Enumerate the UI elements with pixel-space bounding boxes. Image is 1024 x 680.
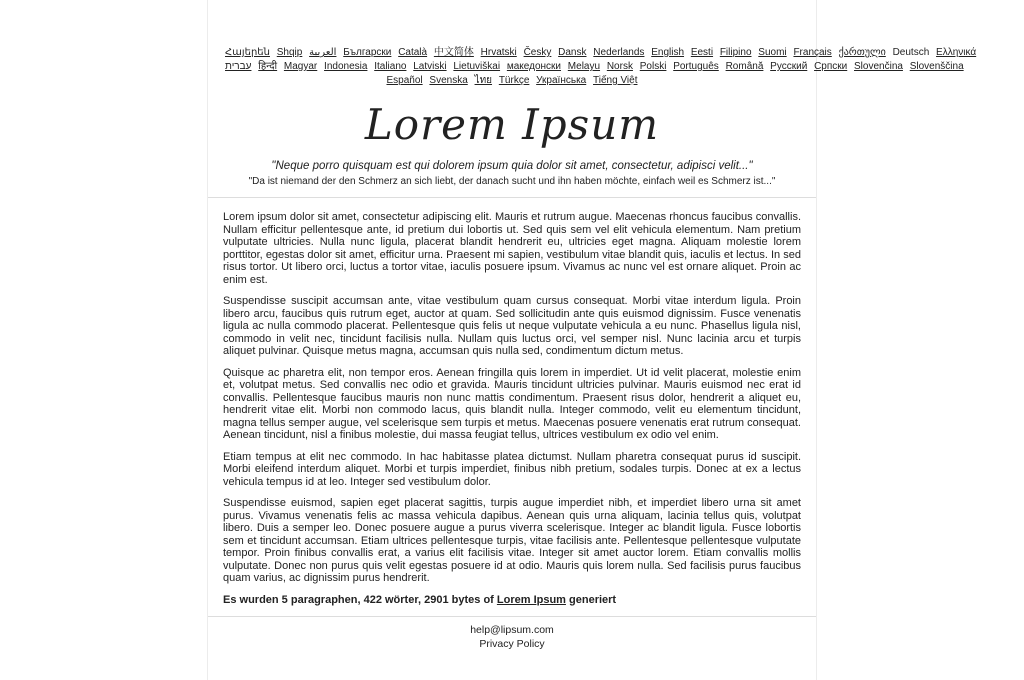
language-link[interactable]: Українська	[536, 75, 587, 86]
language-link[interactable]: македонски	[506, 61, 562, 72]
language-link[interactable]: हिन्दी	[258, 61, 278, 72]
latin-quote: "Neque porro quisquam est qui dolorem ipsum quia dolor sit amet, consectetur, adipisci velit..."	[271, 160, 753, 172]
language-link[interactable]: Česky	[523, 47, 552, 58]
help-email-link[interactable]: help@lipsum.com	[470, 623, 554, 636]
language-link[interactable]: Polski	[639, 61, 667, 72]
language-link[interactable]: 中文简体	[433, 47, 474, 58]
summary-suffix: generiert	[565, 593, 617, 606]
language-bar	[208, 46, 977, 88]
lorem-paragraph: Etiam tempus at elit nec commodo. In hac habitasse platea dictumst. Nullam pharetra consequat purus id suscipit. Morbi eleifend interdum aliquet. Morbi et turpis imperdiet, finibus nibh pretium, sodales turpis. Donec at ex a lectus vehicula tempus id at leo. Integer sed vestibulum dolor.	[223, 450, 801, 488]
language-link[interactable]: Svenska	[429, 75, 468, 86]
language-link[interactable]: Slovenčina	[854, 61, 903, 72]
language-link[interactable]: Български	[343, 47, 392, 58]
language-link[interactable]: Suomi	[758, 47, 787, 58]
language-link[interactable]: Português	[673, 61, 719, 72]
translated-quote: "Da ist niemand der den Schmerz an sich liebt, der danach sucht und ihn haben möchte, einfach weil es Schmerz ist..."	[248, 176, 776, 187]
language-link[interactable]: Filipino	[719, 47, 752, 58]
language-link[interactable]: ไทย	[474, 75, 493, 86]
page-footer	[208, 623, 816, 671]
language-link[interactable]: Nederlands	[593, 47, 645, 58]
language-link[interactable]: Indonesia	[324, 61, 368, 72]
language-link[interactable]: Shqip	[276, 47, 303, 58]
language-link[interactable]: Lietuviškai	[453, 61, 501, 72]
language-bar-row-2	[223, 60, 964, 74]
language-link[interactable]: English	[651, 47, 685, 58]
lorem-paragraph: Suspendisse suscipit accumsan ante, vitae vestibulum quam cursus consequat. Morbi vitae interdum ligula. Proin libero arcu, faucibus quis rutrum eget, auctor at quam. Sed sollicitudin ante quis euismod dignissim. Fusce venenatis ligula ac nulla commodo placerat. Pellentesque quis felis ut neque vulputate vehicula a eu nunc. Phasellus ligula nisl, commodo in velit nec, tincidunt facilisis nulla. Nullam quis luctus orci, vel semper nisl. Nunc lacinia arcu et turpis aliquet pulvinar. Quisque metus magna, accumsan quis nulla sed, condimentum dictum metus.	[223, 295, 801, 357]
language-link[interactable]: Türkçe	[498, 75, 530, 86]
language-bar-row-3	[223, 74, 801, 88]
language-link[interactable]: ქართული	[838, 47, 886, 58]
summary-prefix: Es wurden 5 paragraphen, 422 wörter, 2901 bytes of	[223, 593, 497, 606]
language-link[interactable]: Русский	[770, 61, 808, 72]
language-link[interactable]: Català	[398, 47, 428, 58]
language-bar-row-1	[223, 46, 977, 60]
footer-divider	[208, 616, 816, 617]
language-link[interactable]: العربية	[309, 47, 337, 58]
language-link[interactable]: Slovenščina	[909, 61, 964, 72]
language-link[interactable]: Français	[793, 47, 832, 58]
generation-summary	[223, 594, 801, 607]
privacy-policy-link[interactable]: Privacy Policy	[479, 637, 545, 650]
language-link[interactable]: Ελληνικά	[936, 47, 977, 58]
language-link[interactable]: Dansk	[558, 47, 587, 58]
lorem-paragraph: Lorem ipsum dolor sit amet, consectetur adipiscing elit. Mauris et rutrum augue. Maecenas rhoncus faucibus convallis. Nullam efficitur pellentesque ante, id pretium dui lobortis ut. Sed quis sem vel elit vehicula elementum. Nam pretium vulputate ultricies. Nulla nunc ligula, placerat blandit hendrerit eu, ultricies eget magna. Aliquam molestie lorem porttitor, egestas dolor sit amet, efficitur urna. Praesent mi sapien, vestibulum vitae blandit quis, iaculis et lectus. In sed risus tortor. Ut libero orci, luctus a tortor vitae, iaculis posuere ipsum. Vivamus ac nunc vel est ornare aliquet. Proin ac enim est.	[223, 211, 801, 286]
lorem-paragraph: Quisque ac pharetra elit, non tempor eros. Aenean fringilla quis lorem in imperdiet. Ut id velit placerat, molestie enim et, volutpat metus. Sed convallis nec odio et gravida. Mauris tincidunt ultricies pulvinar. Mauris euismod nec erat id convallis. Pellentesque faucibus mauris non nunc mattis condimentum. Praesent risus dolor, hendrerit a aliquet eu, hendrerit vitae elit. Morbi non commodo lacus, quis blandit nulla. Integer commodo, velit eu elementum tincidunt, magna tellus semper augue, vel scelerisque sem turpis et metus. Maecenas posuere venenatis erat rutrum consequat. Aenean tincidunt, nisl a finibus molestie, dui massa feugiat tellus, ultrices vestibulum ex odio vel enim.	[223, 366, 801, 441]
language-link[interactable]: Italiano	[374, 61, 407, 72]
language-link[interactable]: Melayu	[567, 61, 601, 72]
language-link[interactable]: Latviski	[413, 61, 447, 72]
page-title: Lorem Ipsum	[364, 100, 660, 149]
language-link[interactable]: עברית	[225, 61, 252, 72]
language-link[interactable]: Eesti	[690, 47, 714, 58]
language-link[interactable]: Hrvatski	[480, 47, 517, 58]
language-link[interactable]: Română	[725, 61, 764, 72]
generated-text	[208, 198, 816, 607]
language-link[interactable]: Español	[386, 75, 423, 86]
language-current: Deutsch	[892, 47, 930, 58]
language-link[interactable]: Հայերեն	[225, 47, 270, 58]
language-link[interactable]: Norsk	[606, 61, 633, 72]
language-link[interactable]: Српски	[814, 61, 848, 72]
page-container	[207, 0, 977, 680]
language-link[interactable]: Tiếng Việt	[593, 75, 638, 86]
language-link[interactable]: Magyar	[283, 61, 318, 72]
lorem-ipsum-link[interactable]: Lorem Ipsum	[496, 593, 566, 606]
lorem-paragraph: Suspendisse euismod, sapien eget placerat sagittis, turpis augue imperdiet nibh, et imperdiet libero urna sit amet purus. Vivamus venenatis felis ac massa vehicula dapibus. Aenean quis urna aliquam, lacinia tellus quis, volutpat libero. Duis a semper leo. Donec posuere augue a purus viverra scelerisque. Integer ac blandit ligula. Fusce lobortis sem et tincidunt accumsan. Etiam ultrices pellentesque turpis, vitae facilisis ante. Pellentesque pellentesque vulputate tempor. Proin finibus convallis erat, a varius elit facilisis vitae. Integer sit amet auctor lorem. Etiam convallis mollis vulputate. Donec non purus quis velit egestas posuere id at odio. Mauris quis lorem nulla. Sed facilisis purus faucibus quam varius, ac dignissim purus hendrerit.	[223, 497, 801, 584]
